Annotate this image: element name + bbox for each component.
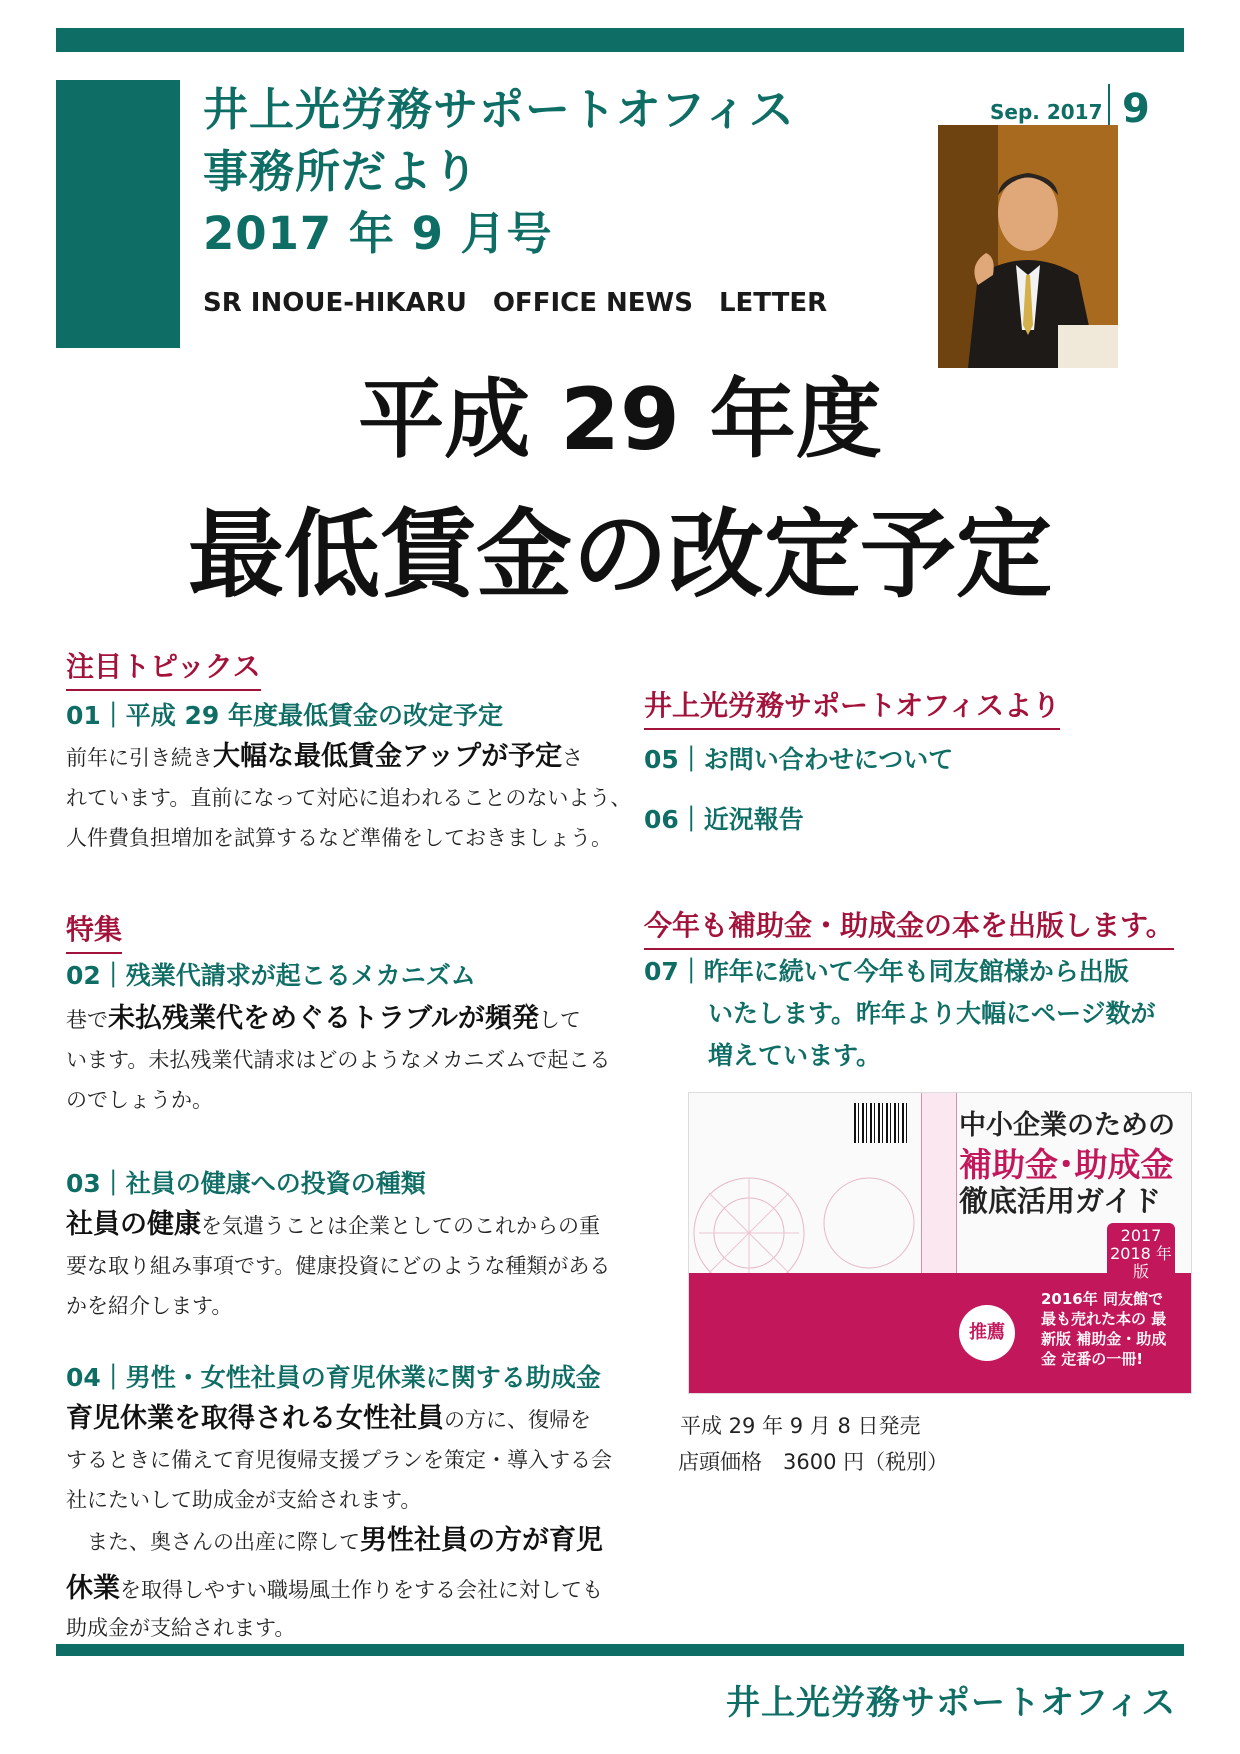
item-01-text-c: さ bbox=[562, 746, 584, 770]
item-06-title: 06｜近況報告 bbox=[644, 805, 804, 834]
barcode bbox=[854, 1103, 908, 1143]
item-04-line6: 助成金が支給されます。 bbox=[66, 1616, 296, 1640]
item-04-emphasis-b: 男性社員の方が育児 bbox=[360, 1525, 603, 1556]
item-03-line1 bbox=[66, 1202, 600, 1241]
item-04-text-d: また、奥さんの出産に際して bbox=[66, 1530, 360, 1554]
item-02-text-c: して bbox=[538, 1008, 581, 1032]
item-04-text-b: の方に、復帰を bbox=[444, 1408, 591, 1432]
issue-title: 2017 年 9 月号 bbox=[203, 207, 553, 260]
headline-line2: 最低賃金の改定予定 bbox=[188, 499, 1052, 611]
section-topics: 注目トピックス bbox=[66, 645, 261, 691]
footer-office-name: 井上光労務サポートオフィス bbox=[726, 1683, 1177, 1723]
item-03-line2: 要な取り組み事項です。健康投資にどのような種類がある bbox=[66, 1254, 611, 1278]
item-02-text-a: 巷で bbox=[66, 1008, 108, 1032]
book-cover bbox=[688, 1092, 1192, 1394]
masthead-block bbox=[56, 80, 180, 348]
book-cover-title3: 徹底活用ガイド bbox=[959, 1184, 1162, 1218]
item-02-line3: のでしょうか。 bbox=[66, 1088, 213, 1112]
section-feature: 特集 bbox=[66, 908, 122, 954]
book-cover-title1: 中小企業のための bbox=[959, 1110, 1175, 1141]
book-edition-badge: 2017 2018 年版 bbox=[1107, 1223, 1175, 1275]
item-04-title: 04｜男性・女性社員の育児休業に関する助成金 bbox=[66, 1363, 601, 1392]
issue-number: 9 bbox=[1122, 86, 1150, 132]
item-02-line1 bbox=[66, 996, 581, 1035]
item-01-line1 bbox=[66, 734, 583, 773]
item-04-emphasis-a: 育児休業を取得される女性社員 bbox=[66, 1403, 444, 1434]
item-02-line2: います。未払残業代請求はどのようなメカニズムで起こる bbox=[66, 1048, 611, 1072]
item-05-title: 05｜お問い合わせについて bbox=[644, 745, 954, 774]
bottom-rule bbox=[56, 1644, 1184, 1656]
section-office: 井上光労務サポートオフィスより bbox=[644, 684, 1060, 730]
book-seal: 推薦 bbox=[959, 1305, 1015, 1361]
item-03-text-b: を気遣うことは企業としてのこれからの重 bbox=[201, 1214, 600, 1238]
english-subtitle: SR INOUE-HIKARU OFFICE NEWS LETTER bbox=[203, 288, 828, 318]
item-01-line2: れています。直前になって対応に追われることのないよう、 bbox=[66, 786, 632, 810]
top-rule bbox=[56, 28, 1184, 52]
item-04-text-e: を取得しやすい職場風土作りをする会社に対しても bbox=[120, 1578, 603, 1602]
item-04-line5 bbox=[66, 1566, 603, 1605]
item-01-title: 01｜平成 29 年度最低賃金の改定予定 bbox=[66, 701, 503, 730]
item-03-line3: かを紹介します。 bbox=[66, 1294, 233, 1318]
book-release-date: 平成 29 年 9 月 8 日発売 bbox=[680, 1414, 921, 1438]
item-01-text-a: 前年に引き続き bbox=[66, 746, 213, 770]
item-03-title: 03｜社員の健康への投資の種類 bbox=[66, 1169, 426, 1198]
office-title: 井上光労務サポートオフィス bbox=[203, 83, 795, 136]
item-07-line3: 増えています。 bbox=[708, 1041, 882, 1070]
item-04-line3: 社にたいして助成金が支給されます。 bbox=[66, 1488, 422, 1512]
section-book: 今年も補助金・助成金の本を出版します。 bbox=[644, 904, 1174, 950]
item-04-line1 bbox=[66, 1396, 591, 1435]
item-01-line3: 人件費負担増加を試算するなど準備をしておきましょう。 bbox=[66, 826, 612, 850]
item-02-emphasis: 未払残業代をめぐるトラブルが頻発 bbox=[108, 1003, 539, 1034]
item-01-emphasis: 大幅な最低賃金アップが予定 bbox=[213, 741, 563, 772]
author-photo bbox=[938, 125, 1118, 368]
item-03-emphasis: 社員の健康 bbox=[66, 1209, 201, 1240]
issue-date: Sep. 2017 bbox=[990, 100, 1103, 124]
book-cover-title2: 補助金･助成金 bbox=[959, 1145, 1174, 1184]
item-04-emphasis-c: 休業 bbox=[66, 1573, 120, 1604]
item-07-line2: いたします。昨年より大幅にページ数が bbox=[708, 999, 1156, 1028]
item-07-line1: 07｜昨年に続いて今年も同友館様から出版 bbox=[644, 957, 1129, 986]
item-02-title: 02｜残業代請求が起こるメカニズム bbox=[66, 961, 476, 990]
item-04-line4 bbox=[66, 1518, 603, 1557]
newsletter-title: 事務所だより bbox=[203, 145, 480, 198]
book-price: 店頭価格 3600 円（税別） bbox=[678, 1450, 949, 1474]
book-note: 2016年 同友館で 最も売れた本の 最新版 補助金・助成金 定番の一冊! bbox=[1041, 1290, 1167, 1368]
person-illustration bbox=[938, 125, 1118, 368]
item-04-line2: するときに備えて育児復帰支援プランを策定・導入する会 bbox=[66, 1448, 612, 1472]
headline-line1: 平成 29 年度 bbox=[358, 370, 882, 470]
